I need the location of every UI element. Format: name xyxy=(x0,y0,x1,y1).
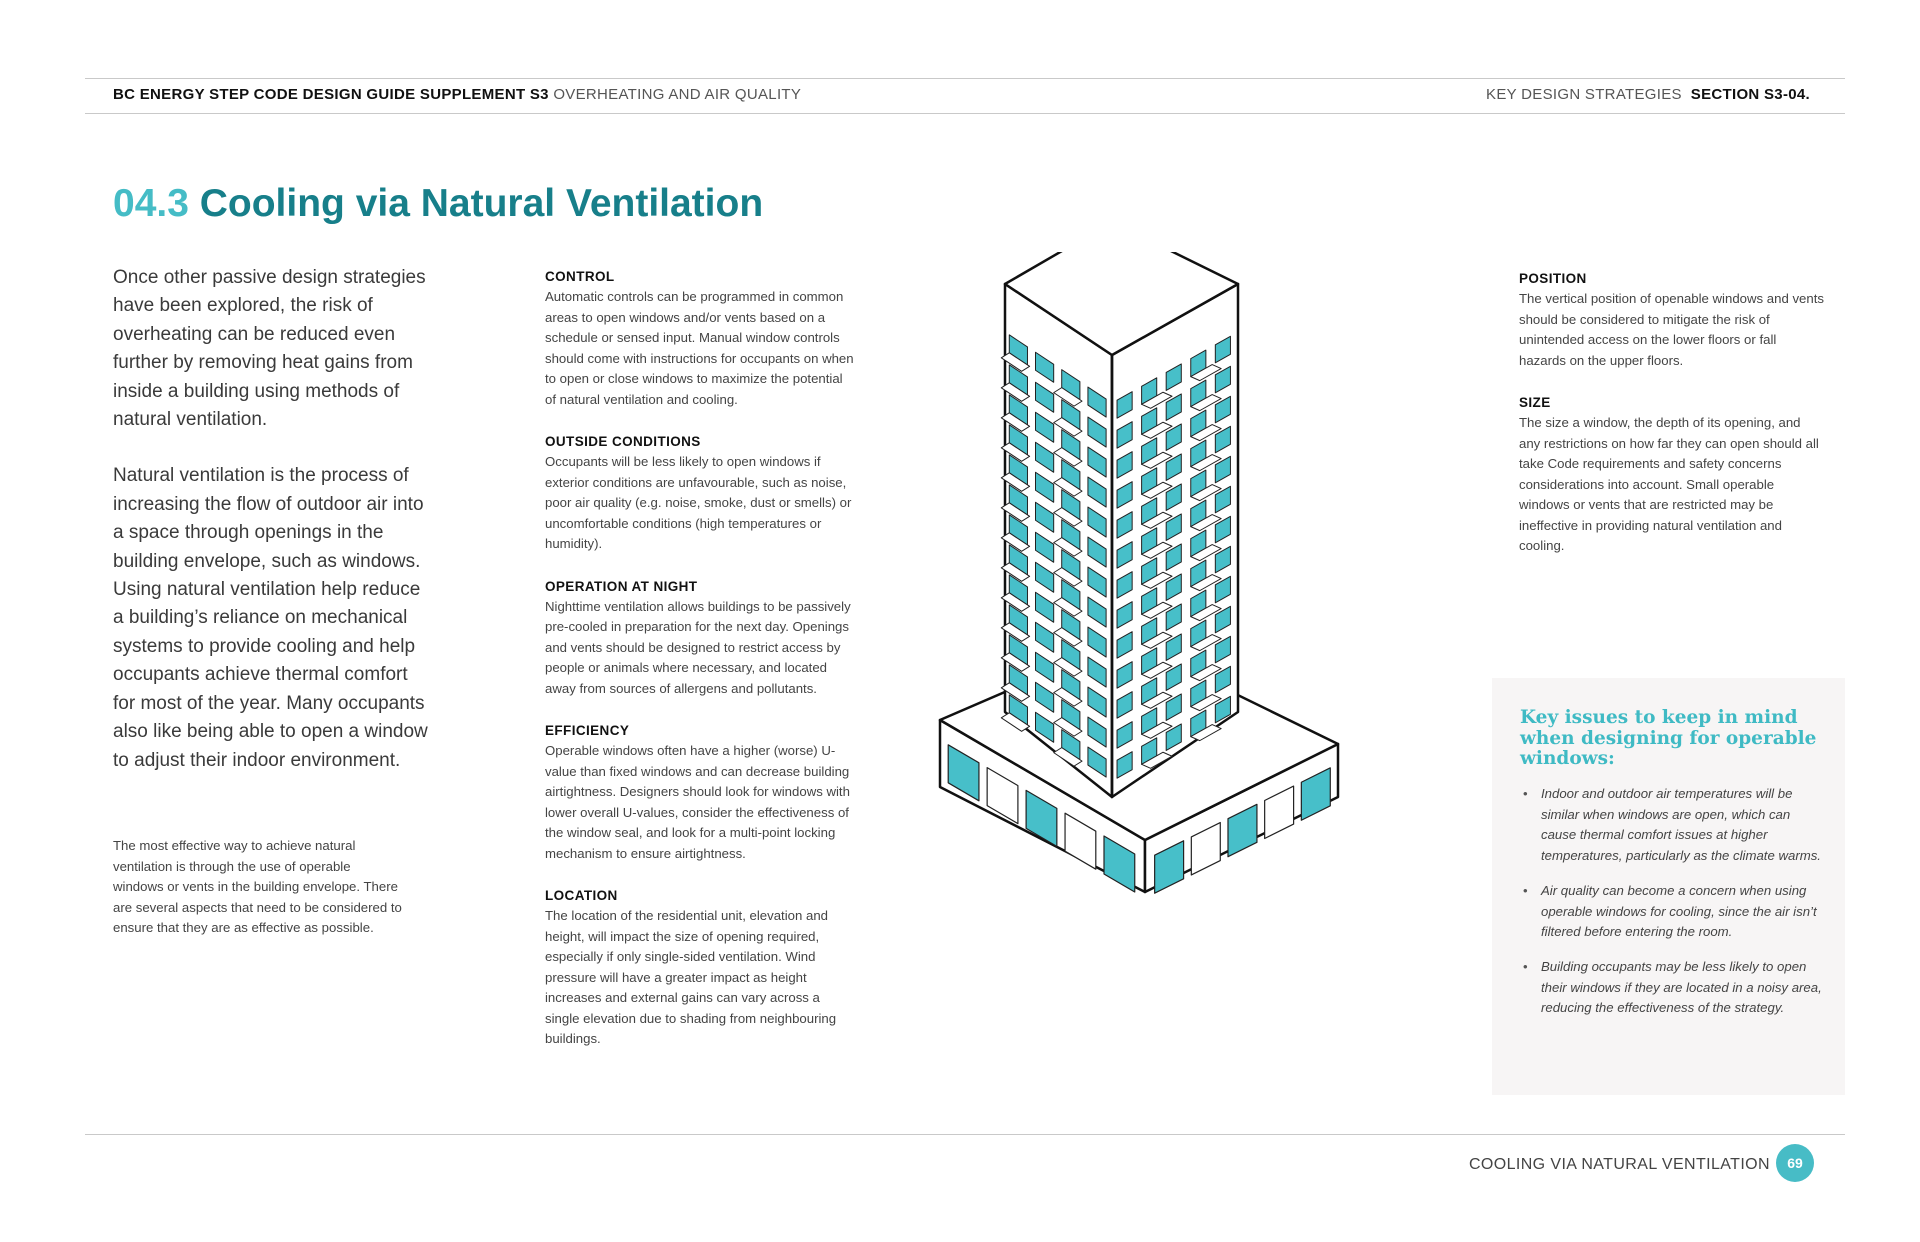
key-issue-text: Building occupants may be less likely to open their windows if they are located in a noisy area, reducing the effectiveness of the strategy. xyxy=(1541,958,1822,1016)
considerations-column-left xyxy=(545,267,855,1072)
header-rule-top xyxy=(85,78,1845,79)
header-left xyxy=(113,86,801,103)
guide-subtitle: OVERHEATING AND AIR QUALITY xyxy=(553,86,802,103)
key-issue-text: Indoor and outdoor air temperatures will be similar when windows are open, which can cause thermal comfort issues at higher temperatures, particularly as the climate warms. xyxy=(1541,786,1821,864)
bullet-icon: • xyxy=(1523,882,1528,898)
section-heading: SIZE xyxy=(1519,395,1551,410)
section-heading: POSITION xyxy=(1519,271,1587,286)
page-number-badge: 69 xyxy=(1776,1144,1814,1182)
bullet-icon: • xyxy=(1523,786,1528,801)
isometric-tower-svg xyxy=(920,252,1400,1102)
header-right xyxy=(1486,86,1810,103)
section-heading: OUTSIDE CONDITIONS xyxy=(545,434,701,449)
section-body: The location of the residential unit, elevation and height, will impact the size of opening required, especially if only single-sided ventilation. Wind pressure will have a greater impact as height increases and external gains can vary across a single elevation due to shading from neighbouring buildings. xyxy=(545,908,837,1046)
section-heading: CONTROL xyxy=(545,269,615,284)
footer-label: COOLING VIA NATURAL VENTILATION xyxy=(1468,1156,1770,1173)
key-issue-text: Air quality can become a concern when using operable windows for cooling, since the air isn’t filtered before entering the room. xyxy=(1541,882,1817,940)
list-item xyxy=(1520,881,1825,943)
page-title-text: Cooling via Natural Ventilation xyxy=(199,182,764,225)
key-issues-list xyxy=(1520,784,1825,1033)
section-heading: OPERATION AT NIGHT xyxy=(545,578,698,594)
section-body: Operable windows often have a higher (worse) U-value than fixed windows and can decrease building airtightness. Designers should look for windows with lower overall U-values, consider the effectiveness of the window seal, and look for a multi-point locking mechanism to ensure airtightness. xyxy=(545,743,850,861)
list-item xyxy=(1520,784,1825,867)
section-body: The size a window, the depth of its opening, and any restrictions on how far they can open should all take Code requirements and safety concerns considerations into account. Small operable windows or vents that are restricted may be ineffective in providing natural ventilation and cooling. xyxy=(1519,415,1819,553)
considerations-column-right xyxy=(1519,269,1824,579)
list-item xyxy=(1520,957,1825,1019)
guide-title: BC ENERGY STEP CODE DESIGN GUIDE SUPPLEMENT S3 xyxy=(113,86,549,103)
intro-paragraph: Once other passive design strategies have been explored, the risk of overheating can be reduced even further by removing heat gains from inside a building using methods of natural ventilation. xyxy=(113,267,426,431)
section-heading: LOCATION xyxy=(545,888,618,903)
intro-note: The most effective way to achieve natural ventilation is through the use of operable windows or vents in the building envelope. There are several aspects that need to be considered to ensure that they are as effective as possible. xyxy=(113,838,402,935)
section-label: SECTION S3-04. xyxy=(1690,86,1810,103)
header-rule-bottom xyxy=(85,113,1845,114)
intro-paragraph: Natural ventilation is the process of increasing the flow of outdoor air into a space through openings in the building envelope, such as windows. Using natural ventilation help reduce a building’s reliance on mechanical systems to provide cooling and help occupants achieve thermal comfort for most of the year. Many occupants also like being able to open a window to adjust their indoor environment. xyxy=(113,465,428,771)
section-body: Occupants will be less likely to open windows if exterior conditions are unfavourable, such as noise, poor air quality (e.g. noise, smoke, dust or smells) or uncomfortable conditions (high temperatures or humidity). xyxy=(545,454,852,551)
key-issues-title: Key issues to keep in mind when designing for operable windows: xyxy=(1520,707,1817,769)
section-body: Nighttime ventilation allows buildings to be passively pre-cooled in preparation for the next day. Openings and vents should be designed to restrict access by people or animals where necessary, and located away from sources of allergens and pollutants. xyxy=(545,598,851,696)
section-heading: EFFICIENCY xyxy=(545,723,630,738)
bullet-icon: • xyxy=(1523,958,1528,974)
footer-rule xyxy=(85,1134,1845,1135)
intro-text xyxy=(113,264,433,803)
section-body: The vertical position of openable windows and vents should be considered to mitigate the risk of unintended access on the lower floors or fall hazards on the upper floors. xyxy=(1519,291,1824,368)
page-title-number: 04.3 xyxy=(113,182,189,225)
page-title xyxy=(113,182,763,226)
key-issues-box xyxy=(1492,678,1845,1095)
section-category: KEY DESIGN STRATEGIES xyxy=(1486,86,1682,103)
section-body: Automatic controls can be programmed in common areas to open windows and/or vents based on a schedule or sensed input. Manual window controls should come with instructions for occupants on when to open or close windows to maximize the potential of natural ventilation and cooling. xyxy=(545,289,854,407)
building-illustration xyxy=(920,252,1400,1102)
